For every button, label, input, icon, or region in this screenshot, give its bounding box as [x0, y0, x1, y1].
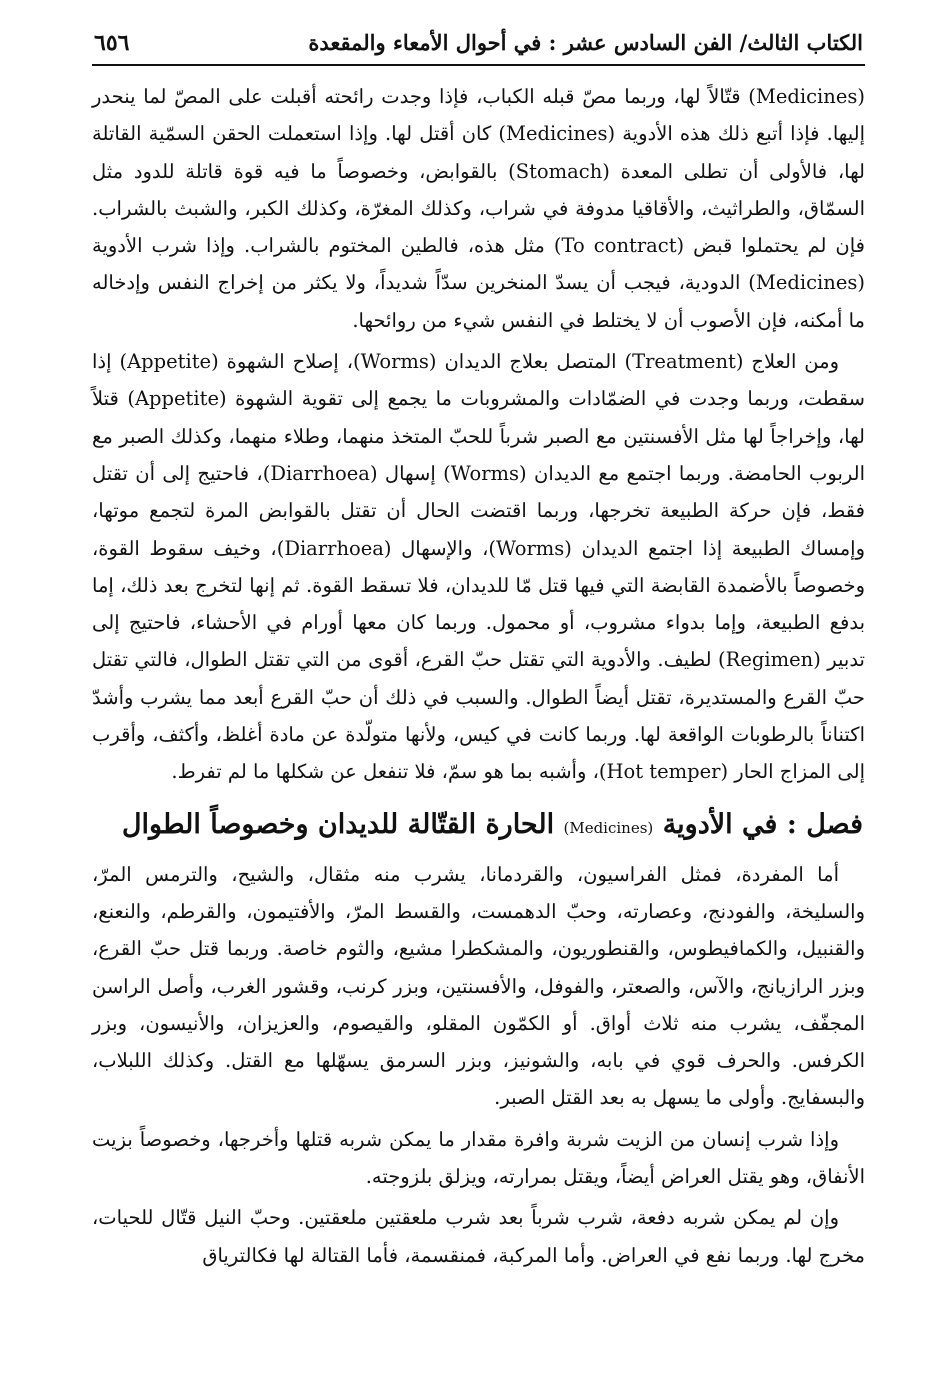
- running-header: [92, 30, 865, 64]
- page-body: [92, 78, 865, 1274]
- paragraph-1: (Medicines) قتّالاً لها، وربما مصّ قبله الكباب، فإذا وجدت رائحته أقبلت على المصّ لما ينحدر إليها. فإذا أتبع ذلك هذه الأدوية (Medicines) كان أقتل لها. وإذا استعملت الحقن السمّية القاتلة لها، فالأولى أن تطلى المعدة (Stomach) بالقوابض، وخصوصاً ما فيه قوة قاتلة للدود مثل السمّاق، والطراثيث، والأقاقيا مدوفة في شراب، وكذلك المغرّة، وكذلك الكبر، والشبث بالشراب. فإن لم يحتملوا قبض (To contract) مثل هذه، فالطين المختوم بالشراب. وإذا شرب الأدوية (Medicines) الدودية، فيجب أن يسدّ المنخرين سدّاً شديداً، ولا يكثر من إخراج النفس وإدخاله ما أمكنه، فإن الأصوب أن لا يختلط في النفس شيء من روائحها.: [92, 85, 865, 332]
- section-paragraph-2: وإذا شرب إنسان من الزيت شربة وافرة مقدار ما يمكن شربه قتلها وأخرجها، وخصوصاً بزيت الأنفاق، وهو يقتل العراض أيضاً، ويقتل بمرارته، ويزلق بلزوجته.: [92, 1127, 865, 1189]
- paragraph-2: ومن العلاج (Treatment) المتصل بعلاج الديدان (Worms)، إصلاح الشهوة (Appetite) إذا سقطت، وربما وجدت في الضمّادات والمشروبات ما يجمع إلى تقوية الشهوة (Appetite) قتلاً لها، وإخراجاً لها مثل الأفسنتين مع الصبر شرباً للحبّ المتخذ منهما، وطلاء منهما، وكذلك الصبر مع الربوب الحامضة. وربما اجتمع مع الديدان (Worms) إسهال (Diarrhoea)، فاحتيج إلى أن تقتل فقط، فإن حركة الطبيعة تخرجها، وربما اقتضت الحال أن تقتل بالقوابض المرة لتجمع موتها، وإمساك الطبيعة إذا اجتمع الديدان (Worms)، والإسهال (Diarrhoea)، وخيف سقوط القوة، وخصوصاً بالأضمدة القابضة التي فيها قتل مّا للديدان، فلا تسقط القوة. ثم إنها لتخرج بعد ذلك، إما بدفع الطبيعة، وإما بدواء مشروب، أو محمول. وربما كان معها أورام في الأحشاء، فاحتيج إلى تدبير (Regimen) لطيف. والأدوية التي تقتل حبّ القرع، أقوى من التي تقتل الطوال، فالتي تقتل حبّ القرع والمستديرة، تقتل أيضاً الطوال. والسبب في ذلك أن حبّ القرع أبعد مما يشرب وأشدّ اكتناناً بالرطوبات الواقعة لها. وربما كانت في كيس، ولأنها متولّدة عن مادة أغلظ، وأكثف، وأقرب إلى المزاج الحار (Hot temper)، وأشبه بما هو سمّ، فلا تنفعل عن شكلها ما لم تفرط.: [92, 350, 865, 784]
- section-paragraph-3: وإن لم يمكن شربه دفعة، شرب شرباً بعد شرب ملعقتين ملعقتين. وحبّ النيل قتّال للحيات، مخرج لها. وربما نفع في العراض. وأما المركبة، فمنقسمة، فأما القتالة لها فكالترياق: [92, 1206, 865, 1267]
- section-paragraph-1: أما المفردة، فمثل الفراسيون، والقردمانا، يشرب منه مثقال، والشيح، والترمس المرّ، والسليخة، والفودنج، وعصارته، وحبّ الدهمست، والقسط المرّ، والأفتيمون، والقرطم، والنعنع، والقنبيل، والكمافيطوس، والقنطوريون، والمشكطرا مشيع، والثوم خاصة. وربما قتل حبّ القرع، وبزر الرازيانج، والآس، والصعتر، والفوفل، والأفسنتين، وبزر كرنب، وقشور الغرب، وأصل الراسن المجفّف، يشرب منه ثلاث أواق. أو الكمّون المقلو، والقيصوم، والعزيزان، والأنيسون، وبزر الكرفس. والحرف قوي في بابه، والشونيز، وبزر السرمق يسهّلها مع القتل. وكذلك اللبلاب، والبسفايج. وأولى ما يسهل به بعد القتل الصبر.: [92, 862, 865, 1110]
- section-heading-term: (Medicines): [563, 818, 654, 837]
- page-number: ٦٥٦: [94, 30, 130, 56]
- section-heading-pre: فصل : في الأدوية: [662, 808, 863, 840]
- header-rule: [92, 64, 865, 66]
- running-title: الكتاب الثالث/ الفن السادس عشر : في أحوال الأمعاء والمقعدة: [308, 30, 863, 55]
- section-heading-post: الحارة القتّالة للديدان وخصوصاً الطوال: [121, 808, 555, 840]
- section-heading: [92, 803, 865, 850]
